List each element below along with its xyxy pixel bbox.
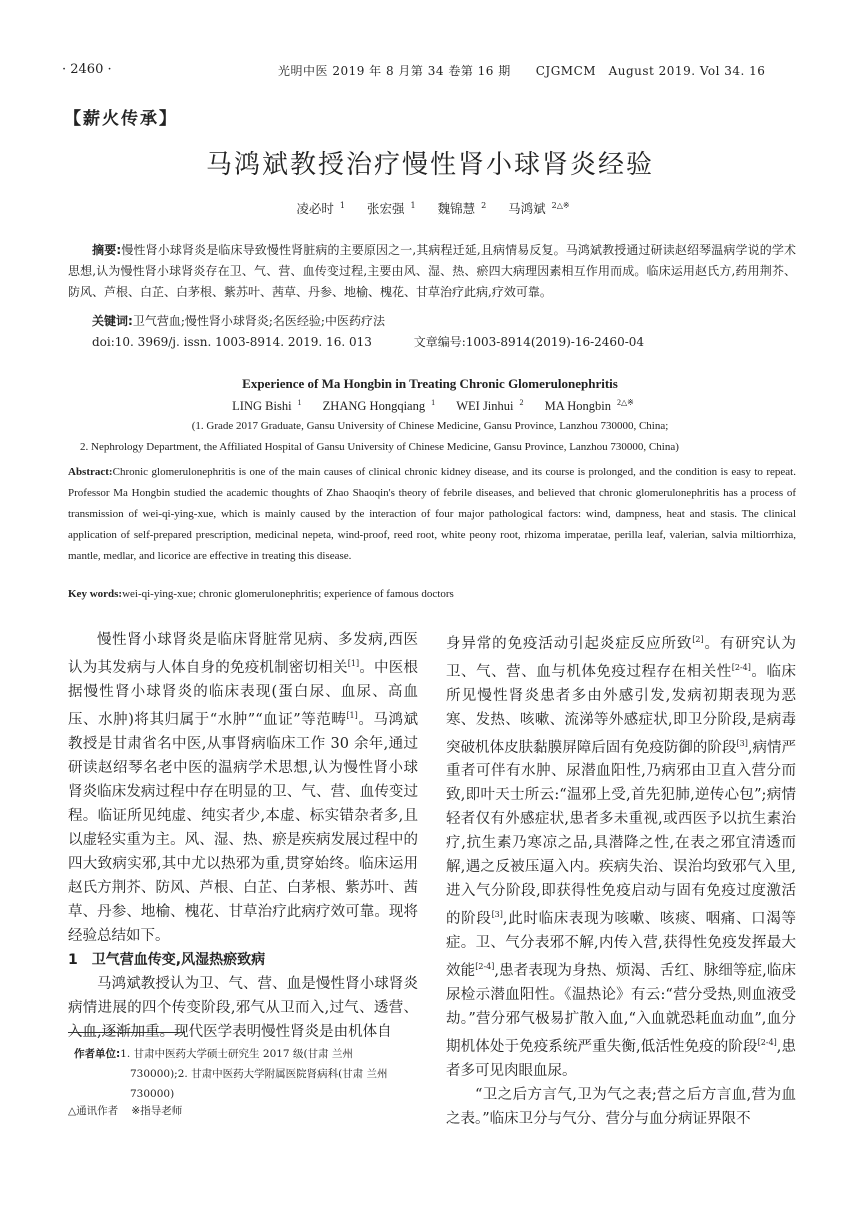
affiliation-1: (1. Grade 2017 Graduate, Gansu University of Chinese Medicine, Gansu Province, Lanzhou 730000, China; <box>191 420 669 432</box>
author-en: ZHANG Hongqiang $^1$ <box>322 398 436 414</box>
keywords-en <box>68 588 454 600</box>
keywords-cn <box>92 312 385 329</box>
body-paragraph: “卫之后方言气,卫为气之表;营之后方言血,营为血之表。”临床卫分与气分、营分与血分病证界限不 <box>446 1086 796 1127</box>
supervisor-mark: ※指导老师 <box>131 1105 183 1117</box>
author: 魏锦慧 $^2$ <box>437 200 487 216</box>
body-paragraph: 身异常的免疫活动引起炎症反应所致[2]。有研究认为卫、气、营、血与机体免疫过程存在相关性[2-4]。临床所见慢性肾炎患者多由外感引发,发病初期表现为恶寒、发热、咳嗽、流涕等外感症状,即卫分阶段,是病毒突破机体皮肤黏膜屏障后固有免疫防御的阶段[3],病情严重者可伴有水肿、尿潜血阳性,乃病邪由卫直入营分而致,即叶天士所云:“温邪上受,首先犯肺,逆传心包”;病情轻者仅有外感症状,患者多未重视,或西医予以抗生素治疗,抗生素乃寒凉之品,具潜降之性,在表之邪宜清透而解,遇之反被压逼入内。疾病失治、误治均致邪气入里,进入气分阶段,即获得性免疫启动与固有免疫过度激活的阶段[3],此时临床表现为咳嗽、咳痰、咽痛、口渴等症。卫、气分表邪不解,内传入营,获得性免疫发挥最大效能[2-4],患者表现为身热、烦渴、舌红、脉细等症,临床尿检示潜血阳性。《温热论》有云:“营分受热,则血液受劫。”营分邪气极易扩散入血,“入血就恐耗血动血”,血分期机体处于免疫系统严重失衡,低活性免疫的阶段[2-4],患者多可见肉眼血尿。 <box>446 635 797 1079</box>
column-tag: 【薪火传承】 <box>64 109 178 129</box>
author-affiliation-footnote: 作者单位:1. 甘肃中医药大学硕士研究生 2017 级(甘肃 兰州 730000);2. 甘肃中医药大学附属医院肾病科(甘肃 兰州 730000) <box>74 1048 388 1100</box>
abstract-label: 摘要: <box>92 243 122 257</box>
affiliation-2: 2. Nephrology Department, the Affiliated Hospital of Gansu University of Chinese Medicine, Gansu Province, Lanzhou 730000, China) <box>80 441 679 453</box>
abstract-text: 慢性肾小球肾炎是临床导致慢性肾脏病的主要原因之一,其病程迁延,且病情易反复。马鸿斌教授通过研读赵绍琴温病学说的学术思想,认为慢性肾小球肾炎存在卫、气、营、血传变过程,主要由风、湿、热、瘀四大病理因素相互作用而成。临床运用赵氏方,药用荆芥、防风、芦根、白芷、白茅根、紫苏叶、茜草、丹参、地榆、槐花、甘草治疗此病,疗效可靠。 <box>68 243 796 299</box>
body-column-left <box>68 628 418 1044</box>
citation: [2-4] <box>731 662 751 672</box>
body-paragraph: 慢性肾小球肾炎是临床肾脏常见病、多发病,西医认为其发病与人体自身的免疫机制密切相关[1]。中医根据慢性肾小球肾炎的临床表现(蛋白尿、血尿、高血压、水肿)将其归属于“水肿”“血证”等范畴[1]。马鸿斌教授是甘肃省名中医,从事肾病临床工作 30 余年,通过研读赵绍琴名老中医的温病学术思想,认为慢性肾小球肾炎临床发病过程中存在明显的卫、气、营、血传变过程。临证所见纯虚、纯实者少,本虚、标实错杂者多,且以虚轻实重为主。风、湿、热、瘀是疾病发展过程中的四大致病实邪,其中尤以热邪为重,贯穿始终。临床运用赵氏方荆芥、防风、芦根、白芷、白茅根、紫苏叶、茜草、丹参、地榆、槐花、甘草治疗此病疗效可靠。现将经验总结如下。 <box>68 632 419 944</box>
citation: [2] <box>692 635 704 644</box>
page-number: · 2460 · <box>62 62 112 77</box>
abstract-en-text: Chronic glomerulonephritis is one of the main causes of clinical chronic kidney disease, and its course is prolonged, and the condition is easy to repeat. Professor Ma Hongbin studied the academic thoughts of Zhao Shaoqin's theory of febrile diseases, and believed that chronic glomerulonephritis has a process of transmission of wei-qi-ying-xue, which is mainly caused by the interaction of four major pathological factors: wind, dampness, heat and stasis. The clinical application of self-prepared prescription, medicinal nepeta, wind-proof, reed root, white peony root, rhizoma imperatae, perilla leaf, valerian, salvia miltiorrhiza, mantle, medlar, and licorice are effective in treating this disease. <box>68 466 796 562</box>
author-marks <box>68 1103 192 1118</box>
footnote-divider <box>68 1032 184 1033</box>
keywords-en-text: wei-qi-ying-xue; chronic glomerulonephritis; experience of famous doctors <box>122 588 454 600</box>
keywords-text: 卫气营血;慢性肾小球肾炎;名医经验;中医药疗法 <box>132 314 385 328</box>
citation: [1] <box>347 659 360 668</box>
english-title: Experience of Ma Hongbin in Treating Chronic Glomerulonephritis <box>242 376 618 391</box>
journal-info: 光明中医 2019 年 8 月第 34 卷第 16 期 CJGMCM August 2019. Vol 34. 16 <box>278 64 766 78</box>
author: 张宏强 $^1$ <box>366 200 416 216</box>
doi-line <box>92 333 792 350</box>
article-title: 马鸿斌教授治疗慢性肾小球肾炎经验 <box>205 150 654 180</box>
citation: [2-4] <box>475 962 495 972</box>
abstract-en-label: Abstract: <box>68 466 113 478</box>
body-paragraph: 马鸿斌教授认为卫、气、营、血是慢性肾小球肾炎病情进展的四个传变阶段,邪气从卫而入,过气、透营、入血,逐渐加重。现代医学表明慢性肾炎是由机体自 <box>68 975 418 1040</box>
section-heading: 1 卫气营血传变,风湿热瘀致病 <box>68 951 266 968</box>
footnote-label: 作者单位: <box>74 1048 121 1060</box>
author-en: MA Hongbin $^{2\triangle※}$ <box>544 398 634 414</box>
citation: [1] <box>346 710 358 720</box>
article-number: 文章编号:1003-8914(2019)-16-2460-04 <box>413 335 645 349</box>
citation: [2-4] <box>757 1038 777 1048</box>
keywords-label: 关键词: <box>92 314 133 328</box>
authors-en <box>0 398 860 414</box>
body-column-right <box>446 628 796 1131</box>
author-en: WEI Jinhui $^2$ <box>456 398 524 414</box>
author: 马鸿斌 $^{2\triangle※}$ <box>508 200 570 216</box>
authors-cn <box>0 199 860 217</box>
author: 凌必时 $^1$ <box>296 200 345 216</box>
abstract-cn <box>68 240 796 303</box>
keywords-en-label: Key words: <box>68 588 123 600</box>
citation: [3] <box>736 738 748 748</box>
doi: doi:10. 3969/j. issn. 1003-8914. 2019. 16. 013 <box>92 335 372 349</box>
author-en: LING Bishi $^1$ <box>232 398 302 414</box>
citation: [3] <box>491 910 503 920</box>
corresponding-author-mark: △通讯作者 <box>68 1105 119 1117</box>
abstract-en <box>68 462 796 567</box>
